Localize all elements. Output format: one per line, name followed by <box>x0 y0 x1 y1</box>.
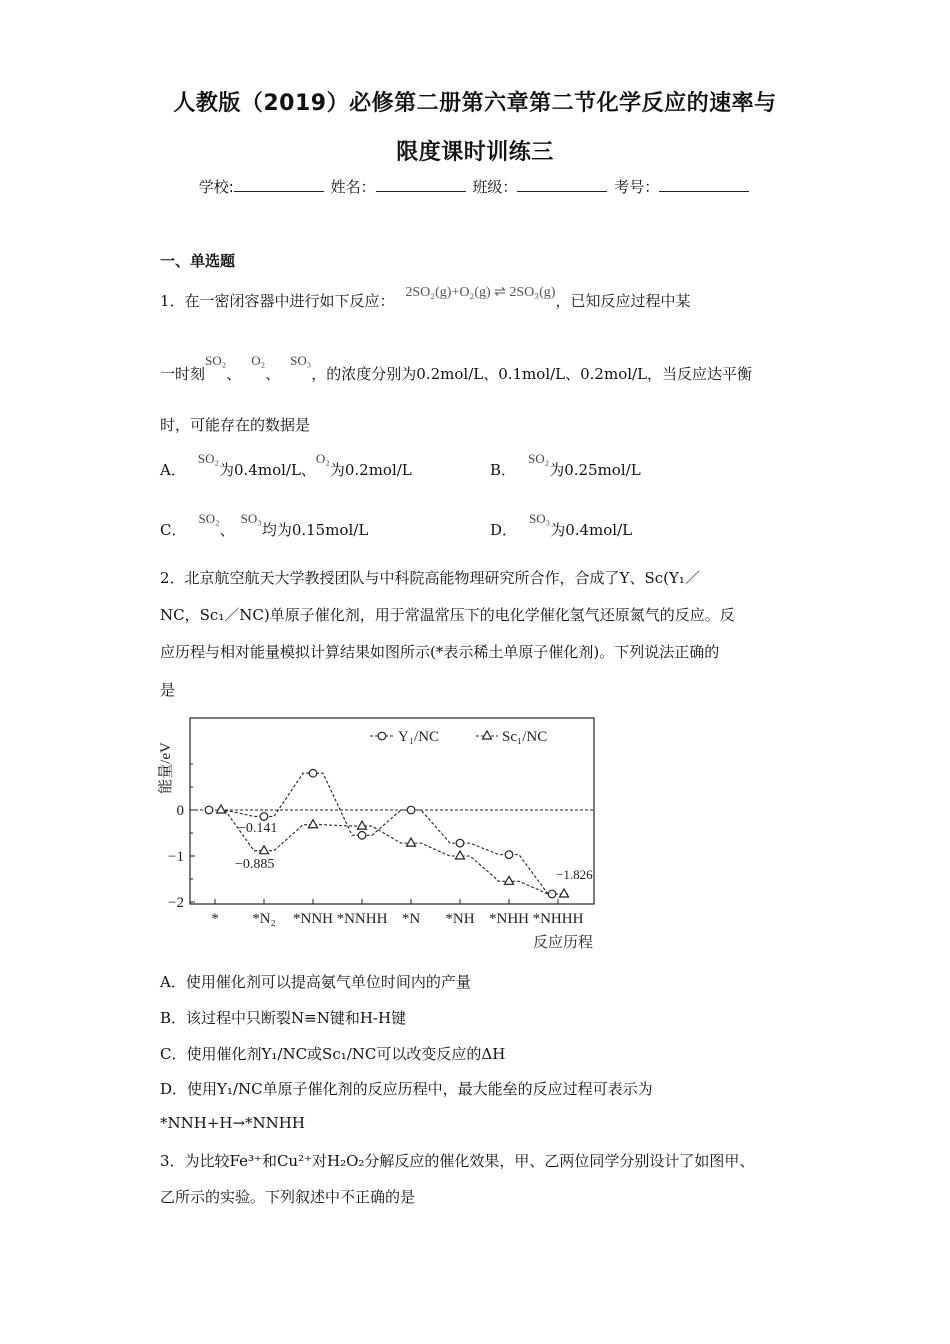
option-label: B． <box>490 461 517 479</box>
q1-option-d[interactable] <box>490 511 633 540</box>
data-point-circle <box>309 769 317 777</box>
option-label: A． <box>160 461 186 479</box>
data-point-triangle <box>358 821 367 829</box>
page-title-line1: 人教版（2019）必修第二册第六章第二节化学反应的速率与 <box>173 91 777 116</box>
x-tick-label: *N <box>401 911 421 927</box>
q2-option-c[interactable]: C．使用催化剂Y₁/NC或Sc₁/NC可以改变反应的ΔH <box>160 1045 506 1063</box>
q2-line4: 是 <box>160 681 176 699</box>
data-point-circle <box>505 851 513 859</box>
data-point-circle <box>260 813 268 821</box>
chart-legend <box>370 729 547 745</box>
exam-no-label: 考号： <box>614 178 660 196</box>
q2-option-d[interactable]: D．使用Y₁/NC单原子催化剂的反应历程中，最大能垒的反应过程可表示为 <box>160 1080 653 1098</box>
option-a-species1: SO₂ <box>197 451 219 466</box>
q1-species-o2: O₂ <box>251 353 266 368</box>
q1-line2-start: 一时刻 <box>160 365 206 383</box>
x-tick-label: * <box>211 911 219 927</box>
q1-line3: 时，可能存在的数据是 <box>160 416 311 434</box>
page-title-line2: 限度课时训练三 <box>396 140 554 165</box>
option-a-text1: 为0.4mol/L、 <box>219 461 316 479</box>
q2-option-b[interactable]: B．该过程中只断裂N≡N键和H-H键 <box>160 1009 407 1027</box>
y-tick-label: 0 <box>176 803 184 819</box>
q2-line2: NC，Sc₁／NC)单原子催化剂，用于常温常压下的电化学催化氢气还原氮气的反应。反 <box>160 606 735 624</box>
q2-option-d-cont: *NNH+H→*NNHH <box>160 1114 305 1132</box>
q2-line3: 应历程与相对能量模拟计算结果如图所示(*表示稀土单原子催化剂)。下列说法正确的 <box>160 643 720 661</box>
data-point-triangle <box>560 889 569 897</box>
option-a-text2: 为0.2mol/L <box>329 461 412 479</box>
option-b-text: 为0.25mol/L <box>549 461 641 479</box>
option-label: C． <box>160 521 187 539</box>
q1-option-b[interactable] <box>490 451 641 480</box>
class-field[interactable] <box>517 177 607 192</box>
energy-chart <box>158 712 608 957</box>
legend-y1nc: Y₁/NC <box>398 729 440 745</box>
x-tick-label: *NNHH <box>336 911 388 927</box>
annotation-minus-0141: −0.141 <box>238 821 278 836</box>
q1-tail: ，已知反应过程中某 <box>555 292 691 310</box>
q1-option-a[interactable] <box>160 451 412 480</box>
data-point-triangle <box>456 851 465 859</box>
y-axis-label: 能量/eV <box>158 742 174 794</box>
data-point-circle <box>205 806 213 814</box>
data-point-circle <box>456 839 464 847</box>
section-heading: 一、单选题 <box>160 252 236 270</box>
option-c-species2: SO₃ <box>240 511 262 526</box>
student-info-row <box>0 176 950 197</box>
data-point-triangle <box>260 846 269 854</box>
q1-species-so3: SO₃ <box>290 353 312 368</box>
q1-line2-end: ，的浓度分别为0.2mol/L、0.1mol/L、0.2mol/L，当反应达平衡 <box>311 365 753 383</box>
annotation-minus-0885: −0.885 <box>235 857 275 872</box>
name-field[interactable] <box>376 177 466 192</box>
q1-sep2: 、 <box>265 365 281 383</box>
q2-option-a[interactable]: A．使用催化剂可以提高氨气单位时间内的产量 <box>160 973 471 991</box>
q1-line1 <box>160 285 691 311</box>
x-tick-label: *NHH <box>489 911 529 927</box>
q1-equation: 2SO₂(g)+O₂(g) ⇌ 2SO₃(g) <box>405 285 556 300</box>
q3-line1: 3．为比较Fe³⁺和Cu²⁺对H₂O₂分解反应的催化效果，甲、乙两位同学分别设计了如图甲、 <box>160 1152 755 1170</box>
name-label: 姓名： <box>330 178 376 196</box>
option-c-text: 均为0.15mol/L <box>261 521 369 539</box>
school-label: 学校: <box>198 178 234 196</box>
q2-line1: 2．北京航空航天大学教授团队与中科院高能物理研究所合作，合成了Y、Sc(Y₁／ <box>160 569 700 587</box>
y-tick-label: −1 <box>168 849 184 865</box>
data-point-circle <box>407 806 415 814</box>
x-tick-label: *NH <box>445 911 475 927</box>
data-point-circle <box>358 832 366 840</box>
y-tick-label: −2 <box>168 895 184 911</box>
plot-frame <box>190 718 594 904</box>
data-point-triangle <box>505 876 514 884</box>
option-c-species1: SO₂ <box>198 511 220 526</box>
data-point-triangle <box>309 820 318 828</box>
class-label: 班级： <box>472 178 518 196</box>
option-c-sep: 、 <box>219 521 235 539</box>
data-point-triangle <box>217 805 226 813</box>
x-tick-label: *NNH <box>293 911 333 927</box>
q1-sep1: 、 <box>226 365 242 383</box>
q3-line2: 乙所示的实验。下列叙述中不正确的是 <box>160 1188 416 1206</box>
option-b-species: SO₂ <box>528 451 550 466</box>
data-point-circle <box>548 890 556 898</box>
legend-triangle-marker <box>483 731 492 739</box>
school-field[interactable] <box>234 177 324 192</box>
q1-option-c[interactable] <box>160 511 369 540</box>
x-tick-label: *NHHH <box>532 911 584 927</box>
option-a-species2: O₂ <box>315 451 330 466</box>
option-d-text: 为0.4mol/L <box>550 521 633 539</box>
q1-line2 <box>160 353 753 384</box>
q1-lead: 1．在一密闭容器中进行如下反应： <box>160 292 395 310</box>
exam-no-field[interactable] <box>659 177 749 192</box>
option-d-species: SO₃ <box>529 511 551 526</box>
data-point-triangle <box>407 838 416 846</box>
q1-species-so2: SO₂ <box>205 353 227 368</box>
x-tick-label: *N₂ <box>252 911 276 927</box>
option-label: D． <box>490 521 518 539</box>
x-axis-label: 反应历程 <box>532 935 594 951</box>
annotation-minus-1826: −1.826 <box>556 867 593 882</box>
legend-circle-marker <box>378 732 386 740</box>
legend-sc1nc: Sc₁/NC <box>502 729 548 745</box>
